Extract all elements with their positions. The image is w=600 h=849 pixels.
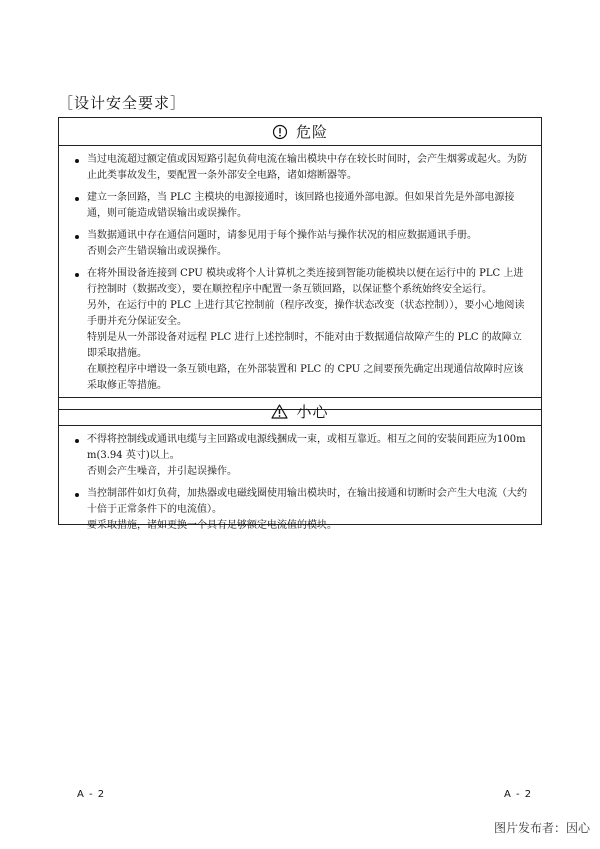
danger-list <box>59 146 541 394</box>
danger-header <box>59 118 541 146</box>
item-line: （大约十倍于正常条件下的电流值）。 <box>87 488 527 515</box>
list-item <box>73 266 527 394</box>
list-item <box>73 228 527 260</box>
section-title: ［设计安全要求］ <box>58 94 187 112</box>
item-line: 阅读手册并充分保证安全。 <box>87 300 525 327</box>
item-line: 在顺控程序中增设一条互锁电路，在外部装置和 PLC 的 CPU 之间要预先确定出现通信故障时应该 <box>87 364 524 375</box>
item-line: 特别是从一外部设备对远程 PLC 进行上述控制时，不能对由于数据通信故障产生的 PLC 的故障立 <box>87 332 522 343</box>
list-item <box>73 486 527 534</box>
list-item <box>73 190 527 222</box>
list-item <box>73 152 527 184</box>
item-line: 接通，则可能造成错误输出或误操作。 <box>87 192 515 219</box>
caution-box <box>58 397 542 531</box>
exclamation-circle-icon <box>272 124 288 140</box>
item-line: 否则会产生错误输出或误操作。 <box>87 246 227 257</box>
item-line: 100mm(3.94 英寸)以上。 <box>87 434 526 461</box>
item-line: 建立一条回路，当 PLC 主模块的电源接通时，该回路也接通外部电源。但如果首先是外部电源 <box>87 192 505 203</box>
item-line: 火。为防止此类事故发生，要配置一条外部安全电路，诸如熔断器等。 <box>87 154 527 181</box>
item-line: 即采取措施。 <box>87 348 147 359</box>
caution-list <box>59 426 541 534</box>
item-line: 在将外围设备连接到 CPU 模块或将个人计算机之类连接到智能功能模块以便在运行中的 PLC 上 <box>87 268 514 279</box>
item-line: 另外，在运行中的 PLC 上进行其它控制前（程序改变，操作状态改变（状态控制）），要小心地 <box>87 300 505 311</box>
danger-title: 危险 <box>295 123 328 141</box>
item-line: 当过电流超过额定值或因短路引起负荷电流在输出模块中存在较长时间时，会产生烟雾或起 <box>87 154 487 165</box>
caution-header <box>59 398 541 426</box>
warning-triangle-icon <box>271 404 288 419</box>
danger-box <box>58 117 542 410</box>
list-item <box>73 432 527 480</box>
item-line: 要采取措施，诸如更换一个具有足够额定电流值的模块。 <box>87 520 337 531</box>
item-line: 当控制部件如灯负荷，加热器或电磁线圈使用输出模块时，在输出接通和切断时会产生大电流 <box>87 488 497 499</box>
page-number-right: A - 2 <box>504 789 533 800</box>
publisher-watermark: 图片发布者：因心 <box>493 821 590 835</box>
item-line: 采取修正等措施。 <box>87 380 167 391</box>
item-line: 否则会产生噪音，并引起误操作。 <box>87 466 237 477</box>
item-line: 当数据通讯中存在通信问题时，请参见用于每个操作站与操作状况的相应数据通讯手册。 <box>87 230 477 241</box>
item-line: 进行控制时（数据改变），要在顺控程序中配置一条互锁回路，以保证整个系统始终安全运行。 <box>87 268 524 295</box>
caution-title: 小心 <box>296 403 329 421</box>
page-number-left: A - 2 <box>77 789 106 800</box>
item-line: 不得将控制线或通讯电缆与主回路或电源线捆成一束，或相互靠近。相互之间的安装间距应为 <box>87 434 497 445</box>
